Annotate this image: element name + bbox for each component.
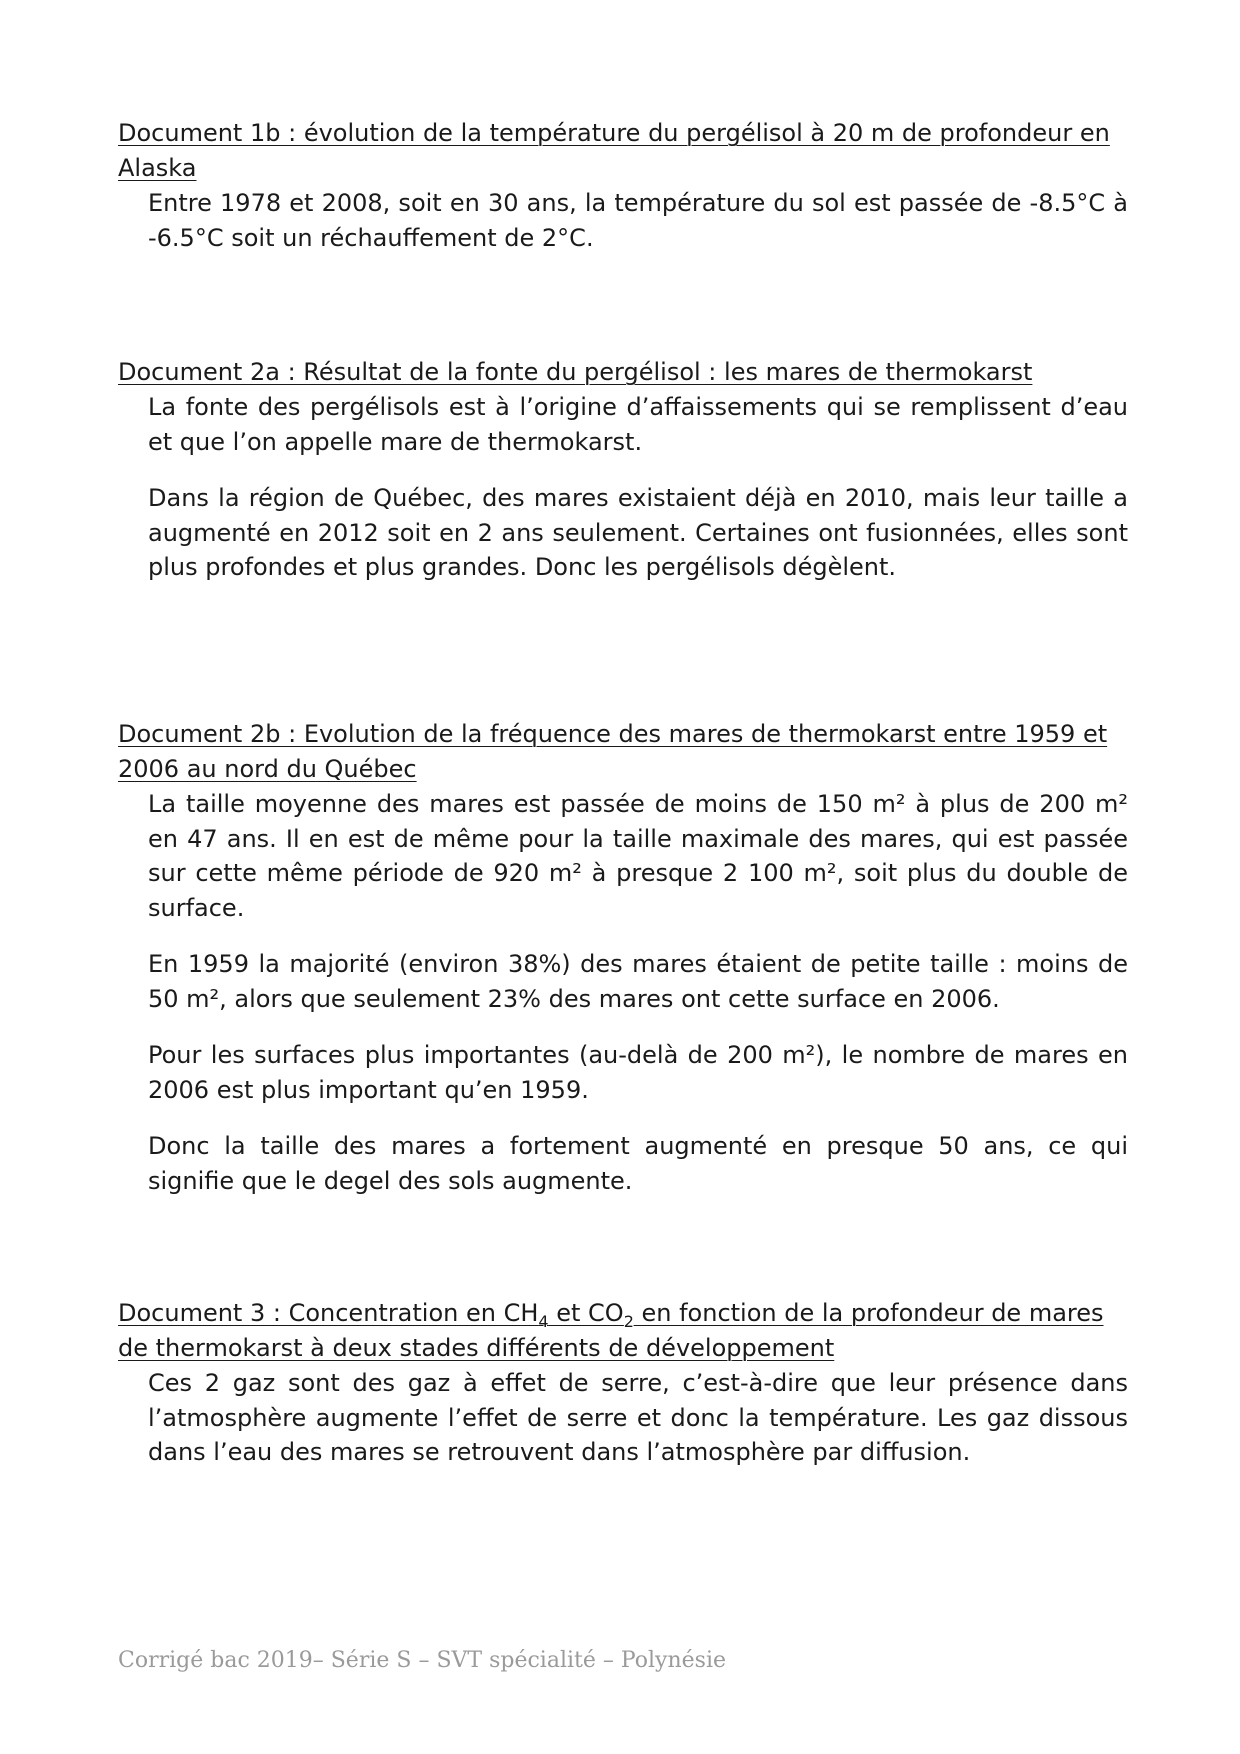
section-paragraph: Dans la région de Québec, des mares existaient déjà en 2010, mais leur taille a augmenté en 2012 soit en 2 ans seulement. Certaines ont fusionnées, elles sont plus profondes et plus grandes. Donc les pergélisols dégèlent. (148, 484, 1128, 581)
section-heading: Document 2b : Evolution de la fréquence des mares de thermokarst entre 1959 et 2006 au nord du Québec (118, 720, 1108, 783)
section-document-2a (118, 355, 1128, 607)
section-paragraph: Ces 2 gaz sont des gaz à effet de serre, c’est-à-dire que leur présence dans l’atmosphère augmente l’effet de serre et donc la température. Les gaz dissous dans l’eau des mares se retrouvent dans l’atmosphère par diffusion. (148, 1369, 1128, 1466)
section-paragraph: La fonte des pergélisols est à l’origine d’affaissements qui se remplissent d’eau et que l’on appelle mare de thermokarst. (148, 393, 1128, 456)
section-heading: Document 1b : évolution de la température du pergélisol à 20 m de profondeur en Alaska (118, 119, 1110, 182)
heading-text-before: Document 3 : Concentration en CH (118, 1299, 539, 1327)
subscript-2: 2 (623, 1311, 634, 1331)
subscript-4: 4 (538, 1311, 549, 1331)
section-document-1b (118, 116, 1128, 277)
section-document-2b (118, 717, 1128, 1220)
page-footer: Corrigé bac 2019– Série S – SVT spécialité – Polynésie (118, 1648, 727, 1673)
section-document-3 (118, 1296, 1128, 1492)
section-heading: Document 2a : Résultat de la fonte du pergélisol : les mares de thermokarst (118, 358, 1033, 386)
section-paragraph: Pour les surfaces plus importantes (au-delà de 200 m²), le nombre de mares en 2006 est plus important qu’en 1959. (148, 1041, 1128, 1104)
heading-text-middle: et CO (548, 1299, 624, 1327)
section-paragraph: Donc la taille des mares a fortement augmenté en presque 50 ans, ce qui signifie que le degel des sols augmente. (148, 1132, 1128, 1195)
section-paragraph: Entre 1978 et 2008, soit en 30 ans, la température du sol est passée de -8.5°C à -6.5°C soit un réchauffement de 2°C. (148, 189, 1128, 252)
heading-text-after: en fonction de la profondeur de mares de thermokarst à deux stades différents de développement (118, 1299, 1104, 1362)
section-paragraph: La taille moyenne des mares est passée de moins de 150 m² à plus de 200 m² en 47 ans. Il en est de même pour la taille maximale des mares, qui est passée sur cette même période de 920 m² à presque 2 100 m², soit plus du double de surface. (148, 790, 1128, 922)
section-heading (118, 1296, 1128, 1366)
section-paragraph: En 1959 la majorité (environ 38%) des mares étaient de petite taille : moins de 50 m², alors que seulement 23% des mares ont cette surface en 2006. (148, 950, 1128, 1013)
